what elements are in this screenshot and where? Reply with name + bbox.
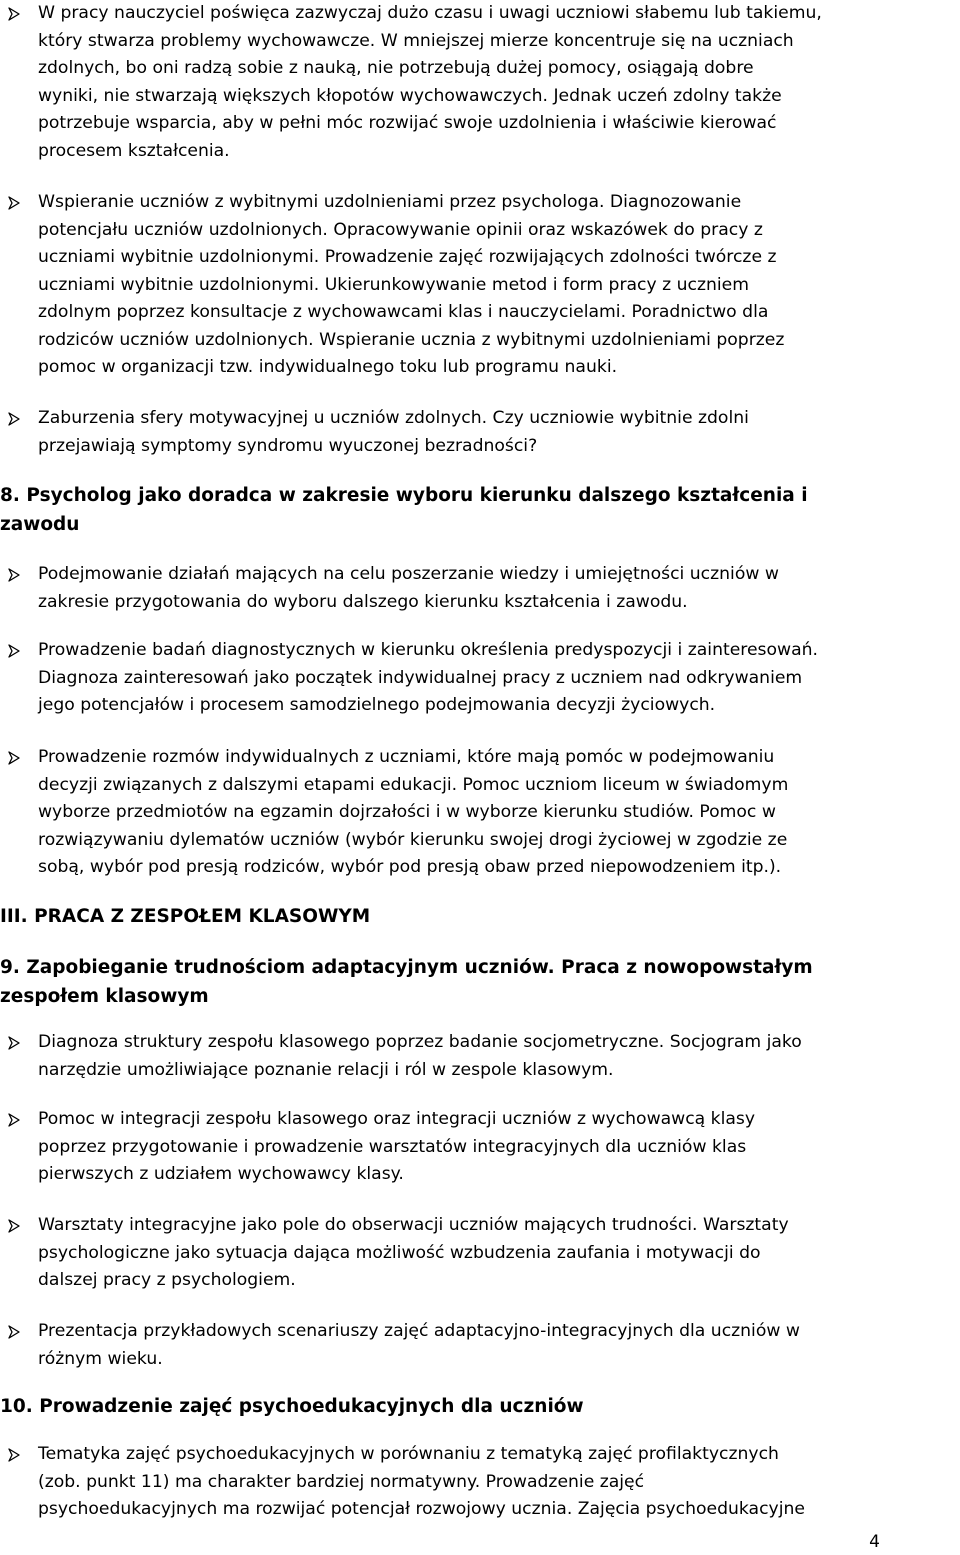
- arrowhead-bullet-icon: [8, 751, 22, 765]
- arrowhead-bullet-icon: [8, 1219, 22, 1233]
- text-line: W pracy nauczyciel poświęca zazwyczaj dużo czasu i uwagi uczniowi słabemu lub takiemu,: [38, 3, 822, 23]
- text-line: dalszej pracy z psychologiem.: [38, 1270, 296, 1290]
- text-line: przejawiają symptomy syndromu wyuczonej bezradności?: [38, 435, 538, 456]
- section-heading: [0, 953, 960, 1011]
- bullet-paragraph: [38, 189, 958, 382]
- bullet-paragraph: [38, 744, 958, 882]
- arrowhead-bullet-icon: [8, 196, 22, 210]
- arrowhead-bullet-icon: [8, 1113, 22, 1127]
- text-line: wyniki, nie stwarzają większych kłopotów wychowawczych. Jednak uczeń zdolny także: [38, 85, 782, 106]
- text-line: rozwiązywaniu dylematów uczniów (wybór kierunku swojej drogi życiowej w zgodzie ze: [38, 829, 788, 850]
- page-number: 4: [869, 1532, 880, 1552]
- bullet-paragraph: [38, 405, 958, 460]
- arrowhead-bullet-icon: [8, 644, 22, 658]
- text-line: Tematyka zajęć psychoedukacyjnych w porównaniu z tematyką zajęć profilaktycznych: [38, 1444, 779, 1464]
- text-line: Podejmowanie działań mających na celu poszerzanie wiedzy i umiejętności uczniów w: [38, 564, 779, 584]
- text-line: Prowadzenie rozmów indywidualnych z uczniami, które mają pomóc w podejmowaniu: [38, 747, 775, 767]
- bullet-paragraph: [38, 1106, 958, 1189]
- text-line: 10. Prowadzenie zajęć psychoedukacyjnych dla uczniów: [0, 1396, 584, 1417]
- bullet-paragraph: [38, 1318, 958, 1373]
- arrowhead-bullet-icon: [8, 1325, 22, 1339]
- arrowhead-bullet-icon: [8, 412, 22, 426]
- text-line: Diagnoza zainteresowań jako początek indywidualnej pracy z uczniem nad odkrywaniem: [38, 667, 803, 688]
- bullet-paragraph: [38, 637, 958, 720]
- text-line: jego potencjałów i procesem samodzielnego podejmowania decyzji życiowych.: [38, 695, 716, 715]
- text-line: wyborze przedmiotów na egzamin dojrzałości i w wyborze kierunku studiów. Pomoc w: [38, 802, 776, 822]
- text-line: pierwszych z udziałem wychowawcy klasy.: [38, 1164, 404, 1184]
- text-line: 9. Zapobieganie trudnościom adaptacyjnym uczniów. Praca z nowopowstałym: [0, 957, 813, 978]
- text-line: uczniami wybitnie uzdolnionymi. Ukierunkowywanie metod i form pracy z uczniem: [38, 274, 749, 295]
- text-line: pomoc w organizacji tzw. indywidualnego toku lub programu nauki.: [38, 357, 618, 377]
- text-line: procesem kształcenia.: [38, 140, 230, 161]
- bullet-paragraph: [38, 1029, 958, 1084]
- text-line: Prezentacja przykładowych scenariuszy zajęć adaptacyjno-integracyjnych dla uczniów w: [38, 1321, 800, 1341]
- text-line: zawodu: [0, 514, 80, 535]
- text-line: uczniami wybitnie uzdolnionymi. Prowadzenie zajęć rozwijających zdolności twórcze z: [38, 247, 777, 267]
- bullet-paragraph: [38, 0, 958, 165]
- text-line: psychologiczne jako sytuacja dająca możliwość wzbudzenia zaufania i motywacji do: [38, 1242, 761, 1263]
- bullet-paragraph: [38, 1441, 958, 1524]
- text-line: rodziców uczniów uzdolnionych. Wspieranie ucznia z wybitnymi uzdolnieniami poprzez: [38, 329, 785, 350]
- arrowhead-bullet-icon: [8, 1448, 22, 1462]
- section-heading: [0, 902, 960, 931]
- section-heading: [0, 1392, 960, 1421]
- text-line: Warsztaty integracyjne jako pole do obserwacji uczniów mających trudności. Warsztaty: [38, 1215, 789, 1235]
- text-line: Pomoc w integracji zespołu klasowego oraz integracji uczniów z wychowawcą klasy: [38, 1109, 756, 1129]
- text-line: Prowadzenie badań diagnostycznych w kierunku określenia predyspozycji i zainteresowań.: [38, 640, 818, 660]
- arrowhead-bullet-icon: [8, 568, 22, 582]
- text-line: zespołem klasowym: [0, 986, 209, 1007]
- text-line: zdolnym poprzez konsultacje z wychowawcami klas i nauczycielami. Poradnictwo dla: [38, 302, 769, 322]
- text-line: poprzez przygotowanie i prowadzenie warsztatów integracyjnych dla uczniów klas: [38, 1136, 747, 1157]
- bullet-paragraph: [38, 561, 958, 616]
- text-line: zakresie przygotowania do wyboru dalszego kierunku kształcenia i zawodu.: [38, 591, 688, 612]
- text-line: psychoedukacyjnych ma rozwijać potencjał rozwojowy ucznia. Zajęcia psychoedukacyjne: [38, 1499, 805, 1519]
- text-line: III. PRACA Z ZESPOŁEM KLASOWYM: [0, 906, 371, 927]
- arrowhead-bullet-icon: [8, 7, 22, 21]
- text-line: 8. Psycholog jako doradca w zakresie wyboru kierunku dalszego kształcenia i: [0, 485, 808, 506]
- text-line: decyzji związanych z dalszymi etapami edukacji. Pomoc uczniom liceum w świadomym: [38, 774, 789, 795]
- text-line: Zaburzenia sfery motywacyjnej u uczniów zdolnych. Czy uczniowie wybitnie zdolni: [38, 408, 749, 428]
- text-line: różnym wieku.: [38, 1348, 163, 1369]
- section-heading: [0, 481, 960, 539]
- text-line: (zob. punkt 11) ma charakter bardziej normatywny. Prowadzenie zajęć: [38, 1471, 645, 1492]
- text-line: sobą, wybór pod presją rodziców, wybór pod presją obaw przed niepowodzeniem itp.).: [38, 857, 782, 877]
- text-line: Wspieranie uczniów z wybitnymi uzdolnieniami przez psychologa. Diagnozowanie: [38, 192, 742, 212]
- bullet-paragraph: [38, 1212, 958, 1295]
- text-line: który stwarza problemy wychowawcze. W mniejszej mierze koncentruje się na uczniach: [38, 30, 794, 51]
- text-line: potrzebuje wsparcia, aby w pełni móc rozwijać swoje uzdolnienia i właściwie kierować: [38, 113, 777, 133]
- text-line: potencjału uczniów uzdolnionych. Opracowywanie opinii oraz wskazówek do pracy z: [38, 219, 763, 240]
- text-line: zdolnych, bo oni radzą sobie z nauką, nie potrzebują dużej pomocy, osiągają dobre: [38, 58, 754, 78]
- arrowhead-bullet-icon: [8, 1036, 22, 1050]
- text-line: narzędzie umożliwiające poznanie relacji i ról w zespole klasowym.: [38, 1059, 614, 1080]
- text-line: Diagnoza struktury zespołu klasowego poprzez badanie socjometryczne. Socjogram jako: [38, 1032, 802, 1052]
